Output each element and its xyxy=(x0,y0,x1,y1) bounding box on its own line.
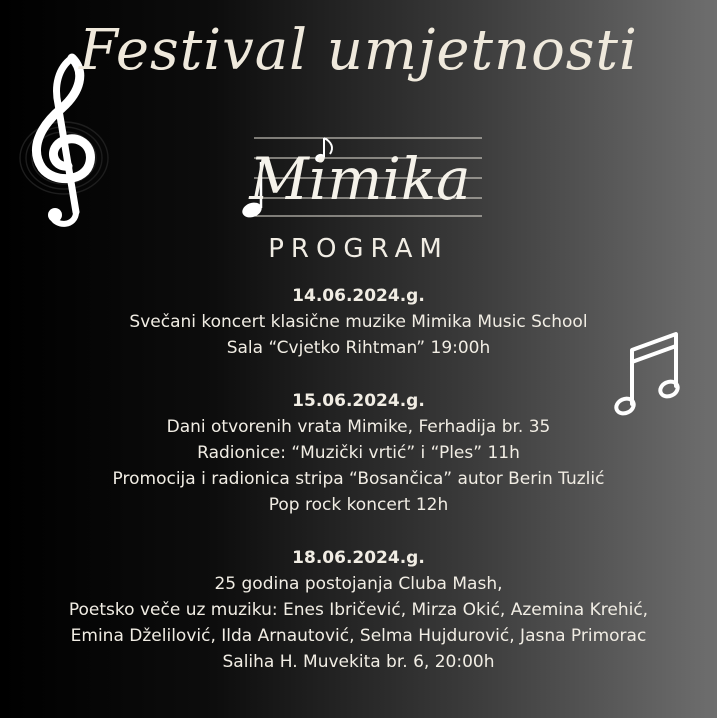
event-line: Saliha H. Muvekita br. 6, 20:00h xyxy=(222,652,495,672)
event-line: Svečani koncert klasične muzike Mimika Music School xyxy=(129,312,588,332)
event-line: Emina Dželilović, Ilda Arnautović, Selma Hujdurović, Jasna Primorac xyxy=(70,626,647,646)
event-line: Poetsko veče uz muziku: Enes Ibričević, Mirza Okić, Azemina Krehić, xyxy=(68,600,649,620)
event-line: 25 godina postojanja Cluba Mash, xyxy=(214,574,503,594)
event-block xyxy=(0,283,717,361)
event-line: Pop rock koncert 12h xyxy=(268,495,449,515)
event-date: 18.06.2024.g. xyxy=(292,548,425,568)
event-line: Dani otvorenih vrata Mimike, Ferhadija br. 35 xyxy=(166,417,551,437)
event-block xyxy=(0,388,717,518)
event-line: Promocija i radionica stripa “Bosančica” autor Berin Tuzlić xyxy=(112,469,605,489)
festival-title: Festival umjetnosti xyxy=(79,18,638,83)
event-date: 15.06.2024.g. xyxy=(292,391,425,411)
event-line: Radionice: “Muzički vrtić” i “Ples” 11h xyxy=(197,443,520,463)
event-block xyxy=(0,545,717,675)
mimika-logo xyxy=(232,132,488,224)
program-heading: PROGRAM xyxy=(268,234,449,264)
event-line: Sala “Cvjetko Rihtman” 19:00h xyxy=(226,338,491,358)
music-note-icon xyxy=(614,328,684,423)
program-schedule xyxy=(0,283,717,702)
logo-text: Mimika xyxy=(249,145,471,213)
event-date: 14.06.2024.g. xyxy=(292,286,425,306)
